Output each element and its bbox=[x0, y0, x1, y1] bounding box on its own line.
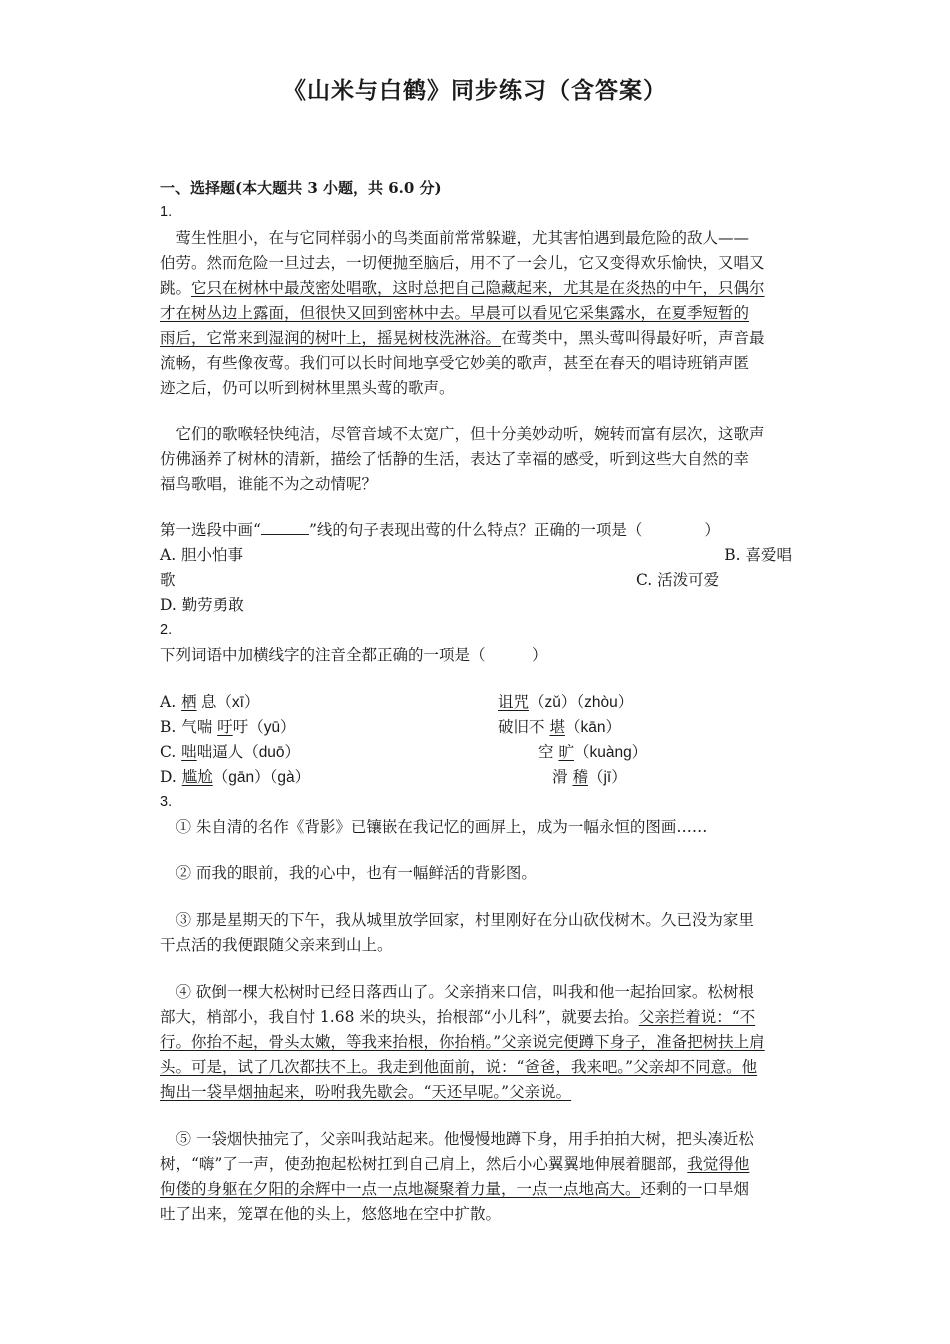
section-heading: 一、选择题(本大题共 3 小题，共 6.0 分) bbox=[160, 179, 442, 197]
blank-line bbox=[261, 518, 309, 535]
options-row bbox=[160, 543, 792, 567]
underlined-sentence: 雨后，它常来到湿润的树叶上，摇晃树枝洗淋浴。 bbox=[160, 329, 502, 347]
option-row-c: C. 咄咄逼人（duō） 空 旷（kuàng） bbox=[160, 743, 648, 761]
question-stem: 下列词语中加横线字的注音全都正确的一项是（ ） bbox=[160, 646, 548, 664]
option-row-b: B. 气喘 吁吁（yū） 破旧不 堪（kān） bbox=[160, 718, 621, 736]
passage3-line: 佝偻的身躯在夕阳的余辉中一点一点地凝聚着力量，一点一点地高大。还剩的一口旱烟 bbox=[160, 1180, 750, 1198]
underlined-sentence: 它只在树林中最茂密处唱歌，这时总把自己隐藏起来，尤其是在炎热的中午，只偶尔 bbox=[191, 279, 765, 297]
option-c: C. 活泼可爱 bbox=[636, 571, 720, 589]
question-number-2: 2. bbox=[160, 622, 173, 638]
passage3-line: 干点活的我便跟随父亲来到山上。 bbox=[160, 936, 393, 954]
option-b: B. 喜爱唱 bbox=[724, 546, 792, 564]
question-stem: 第一选段中画“ ”线的句子表现出莺的什么特点？正确的一项是（ ） bbox=[160, 518, 792, 542]
document-title: 《山米与白鹤》同步练习（含答案） bbox=[283, 77, 667, 104]
passage1-line: 伯劳。然而危险一旦过去，一切便抛至脑后，用不了一会儿，它又变得欢乐愉快，又唱又 bbox=[160, 254, 765, 272]
passage3-line: ② 而我的眼前，我的心中，也有一幅鲜活的背影图。 bbox=[160, 864, 537, 882]
option-row-a: A. 栖 息（xī） 诅咒（zǔ）（zhòu） bbox=[160, 693, 634, 711]
options-row: 歌 C. 活泼可爱 bbox=[160, 568, 792, 592]
underlined-sentence: 佝偻的身躯在夕阳的余辉中一点一点地凝聚着力量，一点一点地高大。 bbox=[160, 1180, 641, 1198]
passage2-line: 它们的歌喉轻快纯洁，尽管音域不太宽广，但十分美妙动听，婉转而富有层次，这歌声 bbox=[160, 425, 765, 443]
passage3-line: 吐了出来，笼罩在他的头上，悠悠地在空中扩散。 bbox=[160, 1205, 502, 1223]
question-number-1: 1. bbox=[160, 204, 173, 220]
passage3-line: 树，“嗨”了一声，使劲抱起松树扛到自己肩上，然后小心翼翼地伸展着腿部，我觉得他 bbox=[160, 1155, 750, 1173]
underlined-sentence: 行。你抬不起，骨头太嫩，等我来抬根，你抬梢。”父亲说完便蹲下身子，准备把树扶上肩 bbox=[160, 1033, 765, 1051]
question-number-3: 3. bbox=[160, 794, 173, 810]
passage3-line: ③ 那是星期天的下午，我从城里放学回家，村里刚好在分山砍伐树木。久已没为家里 bbox=[160, 911, 754, 929]
option-d: D. 勤劳勇敢 bbox=[160, 596, 244, 614]
underlined-sentence: 掏出一袋旱烟抽起来，吩咐我先歇会。“天还早呢。”父亲说。 bbox=[160, 1083, 572, 1101]
underlined-sentence: 我觉得他 bbox=[687, 1155, 750, 1173]
passage1-line: 雨后，它常来到湿润的树叶上，摇晃树枝洗淋浴。在莺类中，黑头莺叫得最好听，声音最 bbox=[160, 329, 765, 347]
passage2-line: 仿佛涵养了树林的清新，描绘了恬静的生活，表达了幸福的感受，听到这些大自然的幸 bbox=[160, 450, 750, 468]
passage2-line: 福鸟歌唱，谁能不为之动情呢？ bbox=[160, 475, 378, 493]
passage1-line: 流畅，有些像夜莺。我们可以长时间地享受它妙美的歌声，甚至在春天的唱诗班销声匿 bbox=[160, 354, 750, 372]
passage1-line: 莺生性胆小，在与它同样弱小的鸟类面前常常躲避，尤其害怕遇到最危险的敌人—— bbox=[160, 229, 750, 247]
passage3-line: ⑤ 一袋烟快抽完了，父亲叫我站起来。他慢慢地蹲下身，用手拍拍大树，把头凑近松 bbox=[160, 1130, 754, 1148]
passage3-line: ① 朱自清的名作《背影》已镶嵌在我记忆的画屏上，成为一幅永恒的图画…… bbox=[160, 818, 708, 836]
underlined-sentence: 父亲拦着说：“不 bbox=[638, 1008, 756, 1026]
option-a: A. 胆小怕事 bbox=[160, 546, 244, 564]
underlined-sentence: 头。可是，试了几次都扶不上。我走到他面前，说：“爸爸，我来吧。”父亲却不同意。他 bbox=[160, 1058, 758, 1076]
underlined-sentence: 才在树丛边上露面，但很快又回到密林中去。早晨可以看见它采集露水，在夏季短暂的 bbox=[160, 304, 750, 322]
option-row-d: D. 尴尬（gān）（gà） 滑 稽（jī） bbox=[160, 768, 627, 786]
passage1-line: 迹之后，仍可以听到树林里黑头莺的歌声。 bbox=[160, 379, 455, 397]
passage3-line: 部大，梢部小，我自忖 1.68 米的块头，抬根部“小儿科”，就要去抬。父亲拦着说：“不 bbox=[160, 1008, 756, 1026]
passage3-line: ④ 砍倒一棵大松树时已经日落西山了。父亲捎来口信，叫我和他一起抬回家。松树根 bbox=[160, 983, 754, 1001]
passage1-line: 跳。它只在树林中最茂密处唱歌，这时总把自己隐藏起来，尤其是在炎热的中午，只偶尔 bbox=[160, 279, 765, 297]
